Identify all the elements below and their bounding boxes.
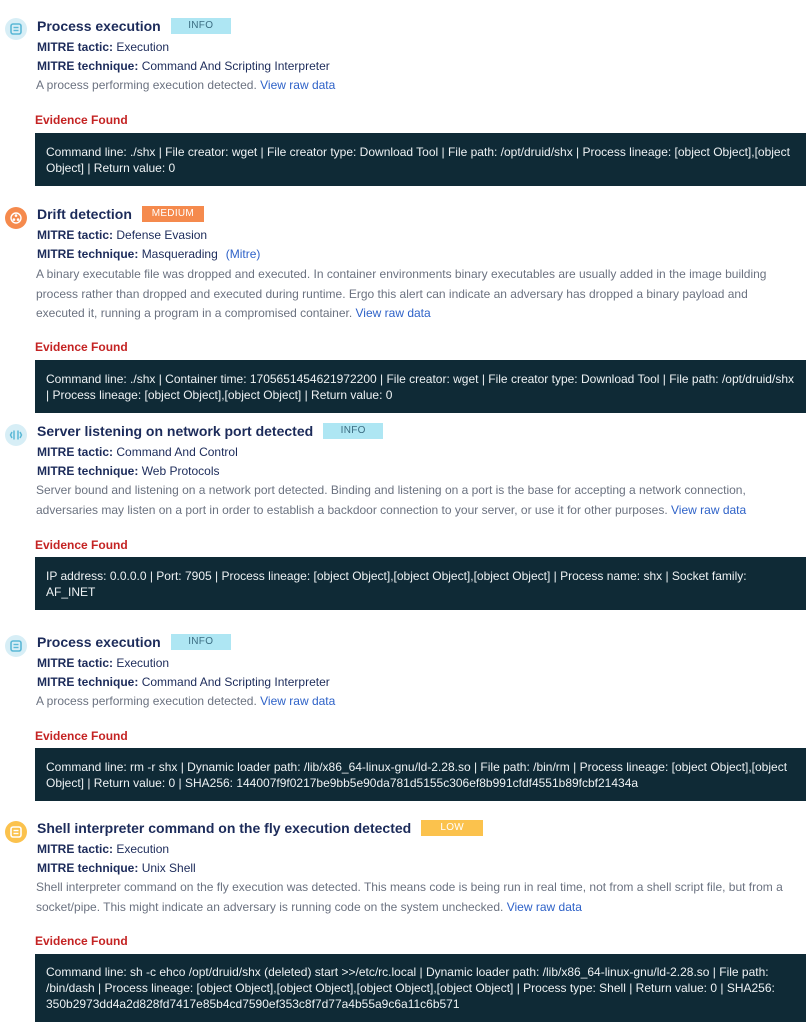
- network-icon: [5, 424, 27, 446]
- evidence-label: Evidence Found: [35, 340, 128, 354]
- view-raw-data-link[interactable]: View raw data: [260, 78, 336, 92]
- view-raw-data-link[interactable]: View raw data: [355, 306, 431, 320]
- evidence-label: Evidence Found: [35, 538, 128, 552]
- evidence-label: Evidence Found: [35, 934, 128, 948]
- evidence-label: Evidence Found: [35, 729, 128, 743]
- alert-description: Server bound and listening on a network port detected. Binding and listening on a port is the base for accepting a network connection, adversaries may listen on a port in order to establish a backdoor connection to your server, or use it for other purposes. View raw data: [36, 483, 747, 517]
- severity-badge: INFO: [323, 423, 383, 439]
- alert-title: Process execution: [37, 18, 161, 34]
- alert-title: Drift detection: [37, 206, 132, 222]
- evidence-box: Command line: sh -c ehco /opt/druid/shx (deleted) start >>/etc/rc.local | Dynamic loader path: /lib/x86_64-linux-gnu/ld-2.28.so | File path: /bin/dash | Process lineage: [object Object],[object Object],[object Object],[object Object] | Process type: Shell | Return value: 0 | SHA256: 350b2973dd4a2d828fd7417e85b4cd7590ef353c8f7d77a4b55a9c6a11c6b571: [35, 954, 806, 1022]
- alert-title: Process execution: [37, 634, 161, 650]
- mitre-technique: MITRE technique: Unix Shell: [37, 861, 196, 875]
- evidence-box: IP address: 0.0.0.0 | Port: 7905 | Process lineage: [object Object],[object Object],[object Object] | Process name: shx | Socket family: AF_INET: [35, 557, 806, 610]
- mitre-tactic: MITRE tactic: Execution: [37, 842, 170, 856]
- mitre-tactic: MITRE tactic: Defense Evasion: [37, 228, 208, 242]
- severity-badge: INFO: [171, 634, 231, 650]
- view-raw-data-link[interactable]: View raw data: [260, 694, 336, 708]
- evidence-box: Command line: ./shx | Container time: 1705651454621972200 | File creator: wget | File creator type: Download Tool | File path: /opt/druid/shx | Process lineage: [object Object],[object Object] | Return value: 0: [35, 360, 806, 413]
- evidence-label: Evidence Found: [35, 113, 128, 127]
- mitre-tactic: MITRE tactic: Execution: [37, 656, 170, 670]
- mitre-link[interactable]: (Mitre): [225, 247, 261, 261]
- mitre-technique: MITRE technique: Masquerading (Mitre): [37, 247, 261, 261]
- mitre-technique: MITRE technique: Command And Scripting Interpreter: [37, 675, 330, 689]
- execution-icon: [5, 18, 27, 40]
- severity-badge: INFO: [171, 18, 231, 34]
- mitre-technique: MITRE technique: Command And Scripting Interpreter: [37, 59, 330, 73]
- view-raw-data-link[interactable]: View raw data: [506, 899, 582, 914]
- alert-description: Shell interpreter command on the fly execution was detected. This means code is being run in real time, not from a shell script file, but from a socket/pipe. This might indicate an adversary is running code on the system unchecked. View raw data: [36, 880, 783, 914]
- view-raw-data-link[interactable]: View raw data: [671, 502, 747, 517]
- alert-description: A process performing execution detected. View raw data: [36, 694, 336, 708]
- execution-icon: [5, 635, 27, 657]
- mitre-technique: MITRE technique: Web Protocols: [37, 464, 220, 478]
- alert-description: A process performing execution detected. View raw data: [36, 78, 336, 92]
- alert-title: Server listening on network port detected: [37, 423, 314, 439]
- severity-badge: LOW: [421, 820, 483, 836]
- shell-icon: [5, 821, 27, 843]
- alert-title: Shell interpreter command on the fly execution detected: [37, 820, 412, 836]
- drift-icon: [5, 207, 27, 229]
- evidence-box: Command line: rm -r shx | Dynamic loader path: /lib/x86_64-linux-gnu/ld-2.28.so | File path: /bin/rm | Process lineage: [object Object],[object Object] | Return value: 0 | SHA256: 144007f9f0217be9bb5e90da781d5155c306ef8b991cfdf4551b89fcbf21434a: [35, 748, 806, 801]
- severity-badge: MEDIUM: [142, 206, 204, 222]
- evidence-box: Command line: ./shx | File creator: wget | File creator type: Download Tool | File path: /opt/druid/shx | Process lineage: [object Object],[object Object] | Return value: 0: [35, 133, 806, 186]
- alert-description: A binary executable file was dropped and executed. In container environments binary executables are usually added in the image building process rather than dropped and executed during runtime. Ergo this alert can indicate an adversary has dropped a binary payload and executed it, running a program in a compromised container. View raw data: [36, 267, 767, 320]
- mitre-tactic: MITRE tactic: Execution: [37, 40, 170, 54]
- mitre-tactic: MITRE tactic: Command And Control: [37, 445, 238, 459]
